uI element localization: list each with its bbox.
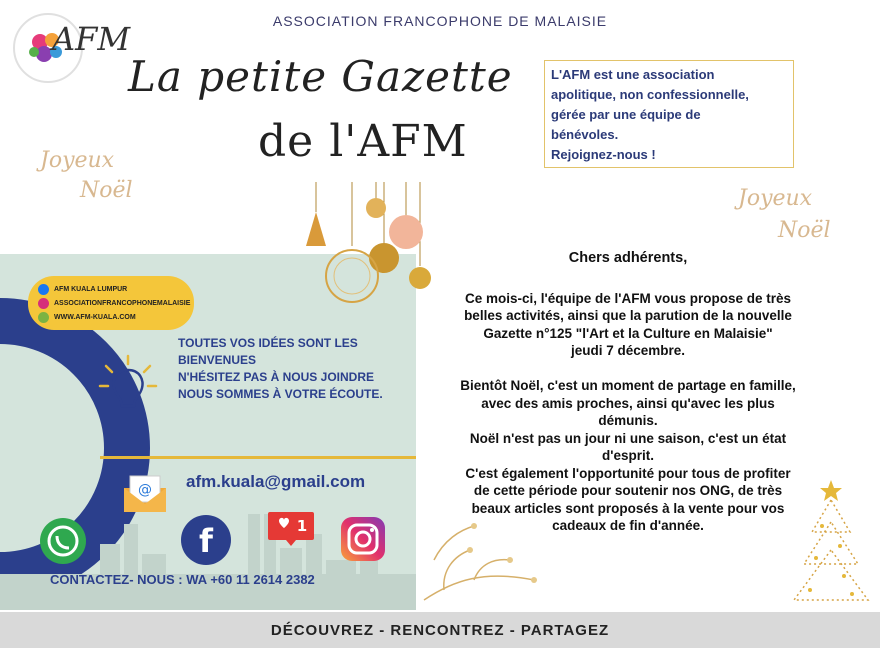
ideas-text: TOUTES VOS IDÉES SONT LES xyxy=(178,336,358,350)
letter-line: cadeaux de fin d'année. xyxy=(552,518,704,533)
instagram-icon[interactable] xyxy=(340,516,386,562)
info-line: L'AFM est une association xyxy=(551,67,715,82)
letter-line: démunis. xyxy=(598,413,658,428)
footer-tagline: DÉCOUVREZ - RENCONTREZ - PARTAGEZ xyxy=(0,612,880,648)
facebook-icon[interactable] xyxy=(180,514,232,566)
christmas-ornaments-icon xyxy=(298,182,432,306)
contact-panel xyxy=(0,254,416,610)
instagram-label: ASSOCIATIONFRANCOPHONEMALAISIE xyxy=(54,300,191,307)
logo-text: AFM xyxy=(52,20,131,58)
whatsapp-icon[interactable] xyxy=(38,516,88,566)
joyeux-noel-right: Joyeux xyxy=(738,186,813,211)
gazette-title-line1: La petite Gazette xyxy=(128,52,513,101)
divider xyxy=(100,456,416,459)
whatsapp-contact[interactable]: CONTACTEZ- NOUS : WA +60 11 2614 2382 xyxy=(50,572,315,587)
info-line: gérée par une équipe de xyxy=(551,107,701,122)
ideas-text: NOUS SOMMES À VOTRE ÉCOUTE. xyxy=(178,387,383,401)
letter-line: jeudi 7 décembre. xyxy=(570,343,686,358)
gold-leaves-icon xyxy=(414,500,544,608)
social-links-pill xyxy=(28,276,194,330)
facebook-link[interactable] xyxy=(38,284,127,295)
letter-line: avec des amis proches, ainsi qu'avec les plus xyxy=(481,395,775,411)
info-line: apolitique, non confessionnelle, xyxy=(551,87,749,102)
letter-line: Ce mois-ci, l'équipe de l'AFM vous propose de très xyxy=(465,290,791,306)
gazette-title-line2: de l'AFM xyxy=(258,116,468,167)
letter-greeting: Chers adhérents, xyxy=(568,250,688,266)
association-name: ASSOCIATION FRANCOPHONE DE MALAISIE xyxy=(272,13,608,29)
email-address[interactable]: afm.kuala@gmail.com xyxy=(186,472,366,491)
facebook-small-icon xyxy=(38,284,49,295)
facebook-label: AFM KUALA LUMPUR xyxy=(54,286,128,293)
instagram-link[interactable] xyxy=(38,298,190,309)
association-info-box xyxy=(544,60,794,168)
letter-line: de cette période pour soutenir nos ONG, de très xyxy=(473,483,783,498)
letter-line: belles activités, ainsi que la parution de la nouvelle xyxy=(464,308,792,323)
letter-line: d'esprit. xyxy=(602,448,654,463)
joyeux-noel-left: Joyeux xyxy=(40,148,115,173)
svg-text:@: @ xyxy=(138,482,152,498)
letter-line: beaux articles sont proposés à la vente pour vos xyxy=(471,500,785,516)
ideas-text: N'HÉSITEZ PAS À NOUS JOINDRE xyxy=(178,370,374,384)
lightbulb-icon xyxy=(98,354,158,424)
heart-notification-icon[interactable] xyxy=(266,510,316,548)
globe-icon xyxy=(38,312,49,323)
christmas-tree-icon xyxy=(782,476,880,608)
website-link[interactable] xyxy=(38,312,136,323)
letter xyxy=(418,250,838,535)
ideas-text: BIENVENUES xyxy=(178,353,257,367)
letter-line: C'est également l'opportunité pour tous de profiter xyxy=(465,465,791,481)
noel-left: Noël xyxy=(80,178,133,203)
instagram-small-icon xyxy=(38,298,49,309)
info-line: Rejoignez-nous ! xyxy=(551,147,656,162)
letter-line: Bientôt Noël, c'est un moment de partage en famille, xyxy=(460,378,796,393)
letter-line: Noël n'est pas un jour ni une saison, c'est un état xyxy=(469,430,787,446)
letter-line: Gazette n°125 "l'Art et la Culture en Malaisie" xyxy=(483,325,773,341)
website-label: WWW.AFM-KUALA.COM xyxy=(54,314,136,321)
svg-text:f: f xyxy=(199,522,213,560)
noel-right: Noël xyxy=(778,218,831,243)
letter-blank-line xyxy=(418,360,838,378)
info-line: bénévoles. xyxy=(551,127,619,142)
like-count: 1 xyxy=(296,517,308,535)
